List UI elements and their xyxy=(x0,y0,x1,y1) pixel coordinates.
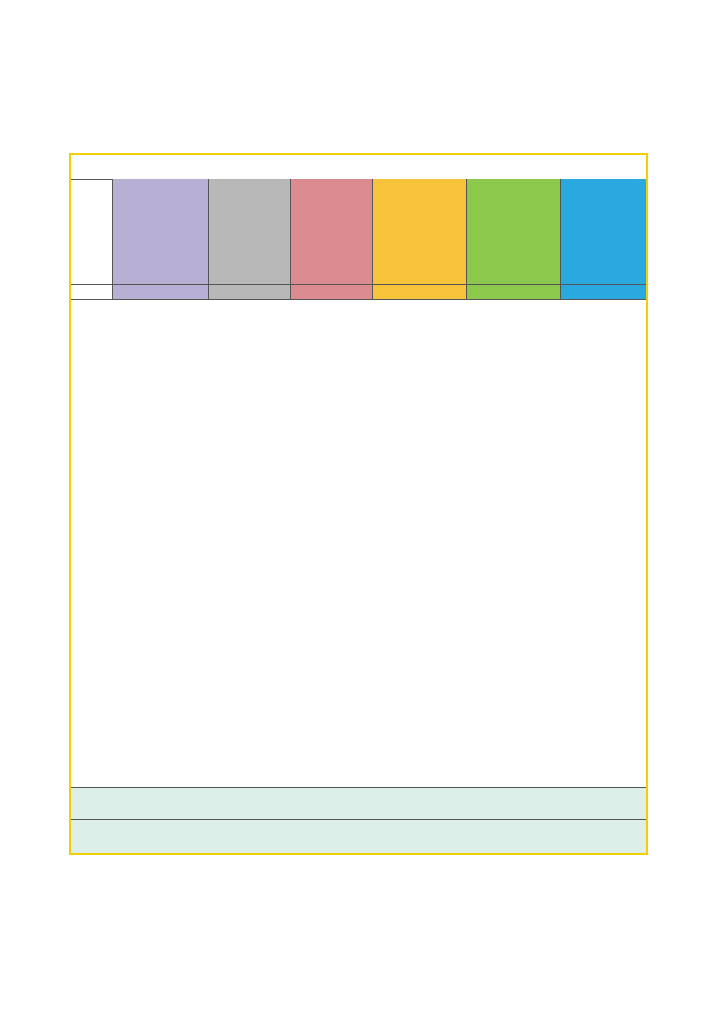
no-conflict-qie xyxy=(209,179,291,284)
no-conflict-chao xyxy=(291,179,373,284)
no-conflict-zhu xyxy=(467,179,561,284)
header-guest xyxy=(71,285,113,299)
legend-note xyxy=(71,819,646,854)
no-conflict-zha xyxy=(561,179,646,284)
recipe-sheet xyxy=(69,153,648,855)
no-conflict-label xyxy=(71,179,113,284)
title-row xyxy=(71,155,646,180)
header-chao xyxy=(291,285,373,299)
header-kao xyxy=(113,285,209,299)
no-conflict-kao xyxy=(113,179,209,284)
header-zheng xyxy=(373,285,467,299)
usage-note xyxy=(71,787,646,820)
header-zhu xyxy=(467,285,561,299)
header-row xyxy=(71,285,646,300)
header-zha xyxy=(561,285,646,299)
no-conflict-zheng xyxy=(373,179,467,284)
header-qie xyxy=(209,285,291,299)
no-conflict-row xyxy=(71,179,646,285)
